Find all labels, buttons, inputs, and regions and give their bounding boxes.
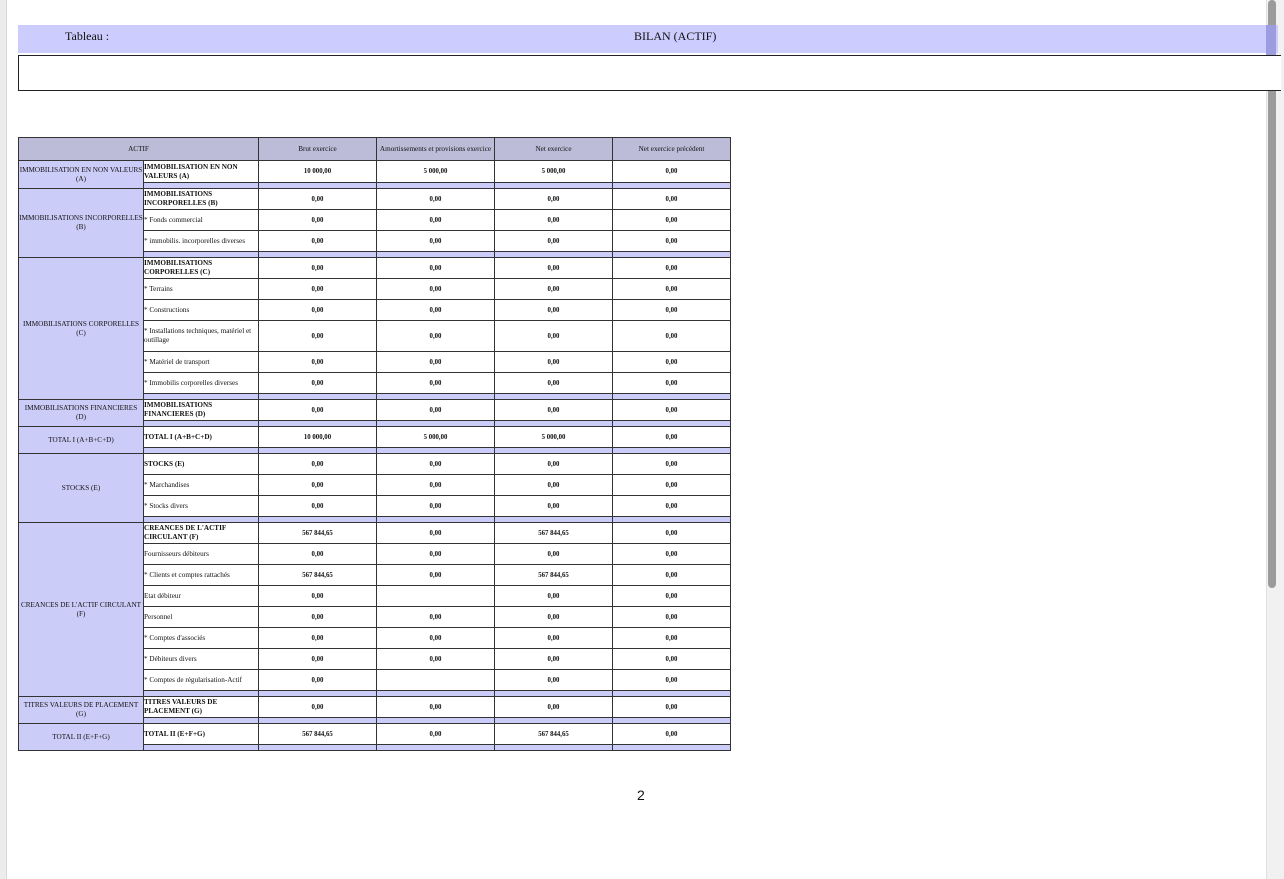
- row-label: * Clients et comptes rattachés: [144, 565, 259, 586]
- cell-amort: 5 000,00: [377, 161, 495, 183]
- balance-sheet-table: [18, 137, 731, 751]
- cell-brut: 567 844,65: [259, 724, 377, 745]
- row-label: * Fonds commercial: [144, 210, 259, 231]
- cell-net: 0,00: [495, 496, 613, 517]
- row-label: Etat débiteur: [144, 586, 259, 607]
- cell-brut: 567 844,65: [259, 565, 377, 586]
- separator-cell: [613, 745, 731, 751]
- cell-net: 5 000,00: [495, 427, 613, 448]
- cell-net: 0,00: [495, 628, 613, 649]
- row-label: STOCKS (E): [144, 454, 259, 475]
- table-row: [19, 161, 731, 183]
- row-label: * Constructions: [144, 300, 259, 321]
- row-label: TOTAL II (E+F+G): [144, 724, 259, 745]
- cell-net: 0,00: [495, 210, 613, 231]
- cell-net: 0,00: [495, 279, 613, 300]
- cell-amort: 0,00: [377, 373, 495, 394]
- cell-net: 5 000,00: [495, 161, 613, 183]
- cell-brut: 0,00: [259, 475, 377, 496]
- cell-brut: 0,00: [259, 231, 377, 252]
- cell-prev: 0,00: [613, 400, 731, 421]
- cell-prev: 0,00: [613, 279, 731, 300]
- cell-amort: 0,00: [377, 321, 495, 352]
- row-label: TOTAL I (A+B+C+D): [144, 427, 259, 448]
- cell-net: 0,00: [495, 607, 613, 628]
- row-label: * Comptes de régularisation-Actif: [144, 670, 259, 691]
- cell-prev: 0,00: [613, 586, 731, 607]
- cell-prev: 0,00: [613, 607, 731, 628]
- cell-prev: 0,00: [613, 523, 731, 544]
- cell-prev: 0,00: [613, 697, 731, 718]
- cell-net: 0,00: [495, 586, 613, 607]
- cell-amort: 0,00: [377, 697, 495, 718]
- row-label: IMMOBILISATIONS CORPORELLES (C): [144, 258, 259, 279]
- cell-prev: 0,00: [613, 258, 731, 279]
- cell-amort: 0,00: [377, 352, 495, 373]
- separator-cell: [495, 745, 613, 751]
- cell-brut: 0,00: [259, 670, 377, 691]
- row-label: * Marchandises: [144, 475, 259, 496]
- cell-brut: 0,00: [259, 400, 377, 421]
- row-label: * Comptes d'associés: [144, 628, 259, 649]
- cell-brut: 0,00: [259, 189, 377, 210]
- row-label: TITRES VALEURS DE PLACEMENT (G): [144, 697, 259, 718]
- cell-amort: 0,00: [377, 724, 495, 745]
- cell-amort: 0,00: [377, 231, 495, 252]
- cell-net: 0,00: [495, 670, 613, 691]
- section-category: IMMOBILISATIONS CORPORELLES (C): [19, 258, 144, 400]
- cell-amort: 0,00: [377, 544, 495, 565]
- cell-amort: [377, 586, 495, 607]
- cell-net: 567 844,65: [495, 523, 613, 544]
- cell-amort: 0,00: [377, 400, 495, 421]
- cell-brut: 0,00: [259, 321, 377, 352]
- table-row: [19, 189, 731, 210]
- cell-prev: 0,00: [613, 475, 731, 496]
- row-label: Personnel: [144, 607, 259, 628]
- cell-prev: 0,00: [613, 724, 731, 745]
- section-category: STOCKS (E): [19, 454, 144, 523]
- column-header-amortissements: Amortissements et provisions exercice: [377, 138, 495, 161]
- cell-amort: 0,00: [377, 565, 495, 586]
- section-category: TOTAL II (E+F+G): [19, 724, 144, 751]
- row-label: * Immobilis corporelles diverses: [144, 373, 259, 394]
- section-category: IMMOBILISATIONS FINANCIERES (D): [19, 400, 144, 427]
- cell-prev: 0,00: [613, 628, 731, 649]
- page-title: BILAN (ACTIF): [634, 29, 717, 43]
- cell-prev: 0,00: [613, 454, 731, 475]
- cell-prev: 0,00: [613, 161, 731, 183]
- cell-net: 0,00: [495, 697, 613, 718]
- section-category: IMMOBILISATION EN NON VALEURS (A): [19, 161, 144, 189]
- cell-net: 0,00: [495, 400, 613, 421]
- cell-prev: 0,00: [613, 352, 731, 373]
- cell-amort: 5 000,00: [377, 427, 495, 448]
- cell-prev: 0,00: [613, 373, 731, 394]
- row-label: IMMOBILISATIONS INCORPORELLES (B): [144, 189, 259, 210]
- cell-brut: 567 844,65: [259, 523, 377, 544]
- cell-net: 0,00: [495, 300, 613, 321]
- cell-brut: 0,00: [259, 544, 377, 565]
- cell-brut: 0,00: [259, 628, 377, 649]
- cell-prev: 0,00: [613, 189, 731, 210]
- cell-brut: 0,00: [259, 496, 377, 517]
- table-row: [19, 724, 731, 745]
- cell-brut: 0,00: [259, 586, 377, 607]
- cell-amort: 0,00: [377, 300, 495, 321]
- page-number: 2: [637, 787, 645, 803]
- separator-cell: [144, 745, 259, 751]
- cell-amort: [377, 670, 495, 691]
- cell-brut: 10 000,00: [259, 161, 377, 183]
- table-body: [19, 161, 731, 751]
- separator-cell: [377, 745, 495, 751]
- row-label: * Matériel de transport: [144, 352, 259, 373]
- empty-title-box: [18, 55, 1281, 91]
- cell-prev: 0,00: [613, 670, 731, 691]
- table-row: [19, 523, 731, 544]
- row-label: * Débiteurs divers: [144, 649, 259, 670]
- cell-prev: 0,00: [613, 544, 731, 565]
- table-header-row: [19, 138, 731, 161]
- cell-brut: 0,00: [259, 258, 377, 279]
- row-label: * Terrains: [144, 279, 259, 300]
- cell-net: 0,00: [495, 352, 613, 373]
- cell-brut: 0,00: [259, 279, 377, 300]
- cell-amort: 0,00: [377, 649, 495, 670]
- separator-cell: [259, 745, 377, 751]
- section-category: IMMOBILISATIONS INCORPORELLES (B): [19, 189, 144, 258]
- cell-net: 0,00: [495, 321, 613, 352]
- row-label: * immobilis. incorporelles diverses: [144, 231, 259, 252]
- cell-prev: 0,00: [613, 300, 731, 321]
- cell-prev: 0,00: [613, 496, 731, 517]
- cell-amort: 0,00: [377, 628, 495, 649]
- cell-net: 0,00: [495, 649, 613, 670]
- cell-net: 0,00: [495, 544, 613, 565]
- cell-prev: 0,00: [613, 427, 731, 448]
- cell-net: 567 844,65: [495, 724, 613, 745]
- row-label: IMMOBILISATIONS FINANCIERES (D): [144, 400, 259, 421]
- table-row: [19, 697, 731, 718]
- row-label: CREANCES DE L'ACTIF CIRCULANT (F): [144, 523, 259, 544]
- cell-prev: 0,00: [613, 231, 731, 252]
- cell-net: 0,00: [495, 258, 613, 279]
- column-header-actif: ACTIF: [19, 138, 259, 161]
- column-header-net-precedent: Net exercice précédent: [613, 138, 731, 161]
- cell-amort: 0,00: [377, 210, 495, 231]
- row-label: * Installations techniques, matériel et outillage: [144, 321, 259, 352]
- column-header-brut: Brut exercice: [259, 138, 377, 161]
- cell-amort: 0,00: [377, 189, 495, 210]
- row-label: Fournisseurs débiteurs: [144, 544, 259, 565]
- cell-prev: 0,00: [613, 321, 731, 352]
- row-label: * Stocks divers: [144, 496, 259, 517]
- cell-amort: 0,00: [377, 258, 495, 279]
- table-label: Tableau :: [65, 29, 110, 43]
- cell-amort: 0,00: [377, 607, 495, 628]
- cell-amort: 0,00: [377, 475, 495, 496]
- section-category: CREANCES DE L'ACTIF CIRCULANT (F): [19, 523, 144, 697]
- cell-prev: 0,00: [613, 649, 731, 670]
- section-category: TITRES VALEURS DE PLACEMENT (G): [19, 697, 144, 724]
- column-header-net: Net exercice: [495, 138, 613, 161]
- cell-net: 0,00: [495, 475, 613, 496]
- section-category: TOTAL I (A+B+C+D): [19, 427, 144, 454]
- cell-net: 0,00: [495, 231, 613, 252]
- cell-brut: 0,00: [259, 373, 377, 394]
- cell-net: 567 844,65: [495, 565, 613, 586]
- cell-net: 0,00: [495, 454, 613, 475]
- table-row: [19, 427, 731, 448]
- cell-prev: 0,00: [613, 565, 731, 586]
- cell-amort: 0,00: [377, 523, 495, 544]
- cell-amort: 0,00: [377, 279, 495, 300]
- cell-brut: 0,00: [259, 352, 377, 373]
- cell-brut: 0,00: [259, 210, 377, 231]
- cell-prev: 0,00: [613, 210, 731, 231]
- cell-brut: 10 000,00: [259, 427, 377, 448]
- table-row: [19, 258, 731, 279]
- cell-brut: 0,00: [259, 697, 377, 718]
- cell-brut: 0,00: [259, 649, 377, 670]
- table-row: [19, 400, 731, 421]
- cell-brut: 0,00: [259, 300, 377, 321]
- title-bar-edge: [1266, 25, 1276, 55]
- cell-net: 0,00: [495, 373, 613, 394]
- cell-net: 0,00: [495, 189, 613, 210]
- cell-amort: 0,00: [377, 454, 495, 475]
- row-label: IMMOBILISATION EN NON VALEURS (A): [144, 161, 259, 183]
- table-row: [19, 454, 731, 475]
- cell-amort: 0,00: [377, 496, 495, 517]
- cell-brut: 0,00: [259, 607, 377, 628]
- cell-brut: 0,00: [259, 454, 377, 475]
